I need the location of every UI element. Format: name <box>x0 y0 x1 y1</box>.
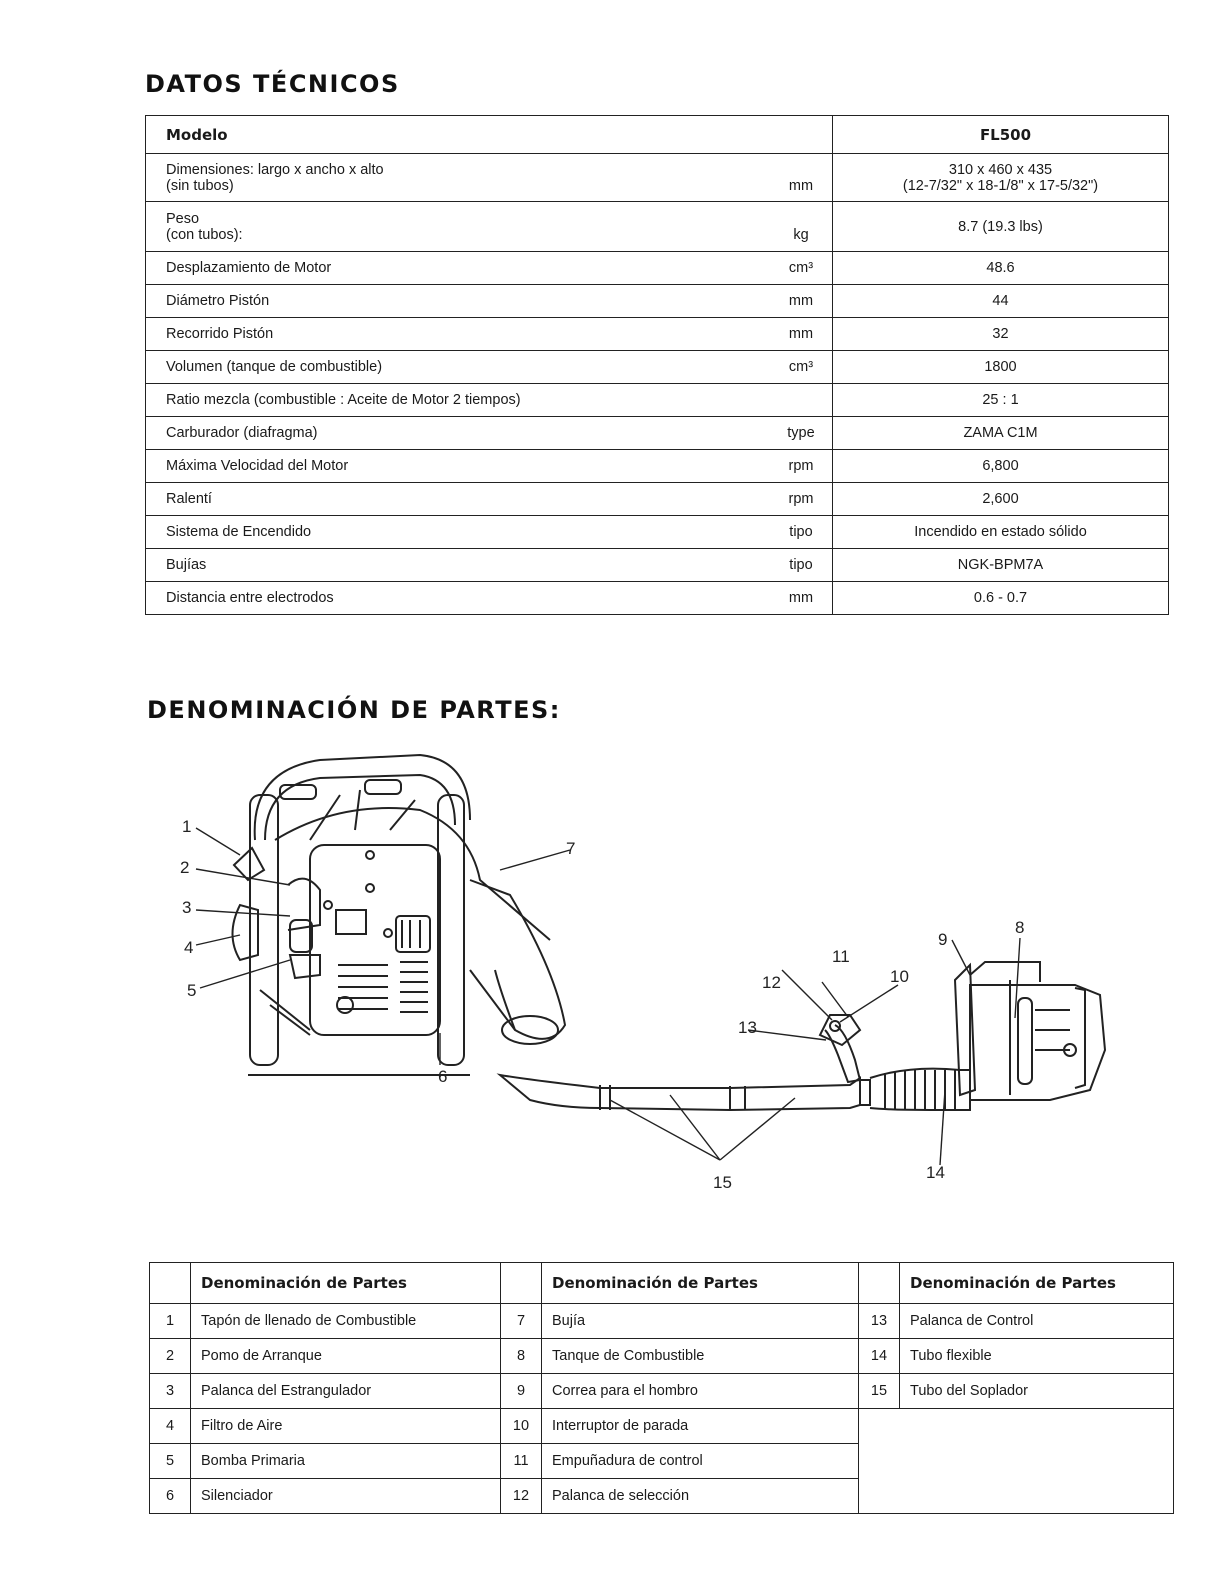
part-name: Bomba Primaria <box>191 1444 501 1479</box>
part-number: 3 <box>150 1374 191 1409</box>
callout-12: 12 <box>762 973 781 992</box>
spec-value-cell <box>833 384 1169 417</box>
spec-label-cell <box>146 384 833 417</box>
spec-row <box>146 417 1169 450</box>
callout-9: 9 <box>938 930 948 949</box>
part-name: Interruptor de parada <box>542 1409 859 1444</box>
spec-row <box>146 351 1169 384</box>
part-name: Silenciador <box>191 1479 501 1514</box>
part-number: 1 <box>150 1304 191 1339</box>
spec-row <box>146 549 1169 582</box>
spec-row <box>146 202 1169 252</box>
callout-8: 8 <box>1015 918 1025 937</box>
part-number: 6 <box>150 1479 191 1514</box>
parts-header-num-1 <box>150 1263 191 1304</box>
part-name: Pomo de Arranque <box>191 1339 501 1374</box>
parts-header-2: Denominación de Partes <box>542 1263 859 1304</box>
callout-10: 10 <box>890 967 909 986</box>
spec-row <box>146 450 1169 483</box>
spec-value-cell <box>833 202 1169 252</box>
spec-header-label: Modelo <box>146 116 833 154</box>
spec-value: 1800 <box>984 359 1017 375</box>
spec-label-cell <box>146 202 833 252</box>
part-number: 10 <box>501 1409 542 1444</box>
spec-label: (sin tubos) <box>166 177 234 194</box>
spec-value: 310 x 460 x 435 <box>948 161 1053 178</box>
spec-label: Desplazamiento de Motor <box>166 260 332 276</box>
part-number: 14 <box>859 1339 900 1374</box>
callout-3: 3 <box>182 898 192 917</box>
part-number: 4 <box>150 1409 191 1444</box>
spec-label-cell <box>146 351 833 384</box>
spec-label: (con tubos): <box>166 226 243 243</box>
blower-parts-diagram <box>170 730 1130 1250</box>
part-name: Tubo flexible <box>900 1339 1174 1374</box>
spec-unit: kg <box>793 226 809 243</box>
spec-unit: type <box>787 425 815 441</box>
part-number: 2 <box>150 1339 191 1374</box>
spec-unit: tipo <box>789 524 813 540</box>
spec-value: 25 : 1 <box>982 392 1019 408</box>
spec-value-cell <box>833 154 1169 202</box>
blower-engine-illustration <box>955 962 1105 1100</box>
part-name: Tapón de llenado de Combustible <box>191 1304 501 1339</box>
spec-value: 6,800 <box>982 458 1019 474</box>
spec-unit: mm <box>788 177 814 194</box>
spec-unit: tipo <box>789 557 813 573</box>
parts-section-title: DENOMINACIÓN DE PARTES: <box>147 696 561 724</box>
part-number: 8 <box>501 1339 542 1374</box>
table-row <box>150 1409 1174 1444</box>
spec-unit: mm <box>788 326 814 342</box>
spec-label-cell <box>146 450 833 483</box>
spec-value-cell <box>833 582 1169 615</box>
part-name: Palanca de Control <box>900 1304 1174 1339</box>
spec-value: 32 <box>992 326 1009 342</box>
spec-value: Incendido en estado sólido <box>914 524 1087 540</box>
spec-label-cell <box>146 483 833 516</box>
callout-7: 7 <box>566 839 576 858</box>
spec-unit: mm <box>788 590 814 606</box>
spec-value: ZAMA C1M <box>963 425 1038 441</box>
callout-11: 11 <box>832 947 850 966</box>
spec-row <box>146 516 1169 549</box>
part-name: Bujía <box>542 1304 859 1339</box>
spec-value: (12-7/32" x 18-1/8" x 17-5/32") <box>902 177 1099 194</box>
spec-row <box>146 384 1169 417</box>
spec-label: Recorrido Pistón <box>166 326 274 342</box>
spec-value: 8.7 (19.3 lbs) <box>958 218 1043 235</box>
empty-cell <box>859 1409 1174 1514</box>
spec-label: Ratio mezcla (combustible : Aceite de Motor 2 tiempos) <box>166 392 521 408</box>
parts-header-3: Denominación de Partes <box>900 1263 1174 1304</box>
part-number: 5 <box>150 1444 191 1479</box>
callout-1: 1 <box>182 817 192 836</box>
part-name: Palanca del Estrangulador <box>191 1374 501 1409</box>
spec-label: Volumen (tanque de combustible) <box>166 359 383 375</box>
part-number: 11 <box>501 1444 542 1479</box>
spec-value-cell <box>833 483 1169 516</box>
spec-label: Distancia entre electrodos <box>166 590 334 606</box>
spec-label: Dimensiones: largo x ancho x alto <box>166 161 384 178</box>
spec-header-row <box>146 116 1169 154</box>
spec-label: Carburador (diafragma) <box>166 425 318 441</box>
table-row <box>150 1304 1174 1339</box>
spec-section-title: DATOS TÉCNICOS <box>145 70 400 98</box>
spec-label: Bujías <box>166 557 207 573</box>
spec-value-cell <box>833 516 1169 549</box>
spec-label-cell <box>146 285 833 318</box>
table-row <box>150 1339 1174 1374</box>
spec-label: Máxima Velocidad del Motor <box>166 458 349 474</box>
spec-row <box>146 154 1169 202</box>
spec-label-cell <box>146 582 833 615</box>
spec-label-cell <box>146 549 833 582</box>
spec-value-cell <box>833 351 1169 384</box>
spec-value-cell <box>833 318 1169 351</box>
callout-13: 13 <box>738 1018 757 1037</box>
spec-unit: mm <box>788 293 814 309</box>
part-name: Tubo del Soplador <box>900 1374 1174 1409</box>
spec-value-cell <box>833 285 1169 318</box>
part-number: 7 <box>501 1304 542 1339</box>
spec-value-cell <box>833 252 1169 285</box>
spec-row <box>146 582 1169 615</box>
spec-header-model: FL500 <box>833 116 1169 154</box>
parts-header-row <box>150 1263 1174 1304</box>
table-row <box>150 1374 1174 1409</box>
spec-row <box>146 318 1169 351</box>
part-name: Palanca de selección <box>542 1479 859 1514</box>
spec-unit: rpm <box>788 458 814 474</box>
spec-value-cell <box>833 417 1169 450</box>
spec-unit: cm³ <box>788 359 814 375</box>
callout-4: 4 <box>184 938 194 957</box>
spec-table <box>145 115 1169 615</box>
spec-value: NGK-BPM7A <box>957 557 1044 573</box>
callout-2: 2 <box>180 858 190 877</box>
spec-label-cell <box>146 516 833 549</box>
part-number: 12 <box>501 1479 542 1514</box>
part-name: Tanque de Combustible <box>542 1339 859 1374</box>
spec-value-cell <box>833 450 1169 483</box>
spec-label: Sistema de Encendido <box>166 524 312 540</box>
spec-row <box>146 252 1169 285</box>
spec-label: Peso <box>166 210 200 227</box>
part-number: 15 <box>859 1374 900 1409</box>
part-number: 9 <box>501 1374 542 1409</box>
spec-unit: cm³ <box>788 260 814 276</box>
spec-unit: rpm <box>788 491 814 507</box>
callout-5: 5 <box>187 981 197 1000</box>
part-name: Correa para el hombro <box>542 1374 859 1409</box>
spec-value: 0.6 - 0.7 <box>973 590 1028 606</box>
spec-value: 2,600 <box>982 491 1019 507</box>
parts-table <box>149 1262 1174 1514</box>
blow-tube-illustration <box>500 1015 970 1110</box>
parts-header-1: Denominación de Partes <box>191 1263 501 1304</box>
part-name: Empuñadura de control <box>542 1444 859 1479</box>
spec-row <box>146 285 1169 318</box>
callout-14: 14 <box>926 1163 945 1182</box>
spec-row <box>146 483 1169 516</box>
parts-header-num-2 <box>501 1263 542 1304</box>
spec-label-cell <box>146 417 833 450</box>
spec-label: Diámetro Pistón <box>166 293 270 309</box>
spec-label-cell <box>146 318 833 351</box>
spec-value-cell <box>833 549 1169 582</box>
spec-value: 48.6 <box>986 260 1015 276</box>
spec-label: Ralentí <box>166 491 212 507</box>
part-number: 13 <box>859 1304 900 1339</box>
spec-label-cell <box>146 154 833 202</box>
parts-header-num-3 <box>859 1263 900 1304</box>
callout-15: 15 <box>713 1173 732 1192</box>
part-name: Filtro de Aire <box>191 1409 501 1444</box>
callout-6: 6 <box>438 1067 448 1086</box>
spec-value: 44 <box>992 293 1009 309</box>
spec-label-cell <box>146 252 833 285</box>
